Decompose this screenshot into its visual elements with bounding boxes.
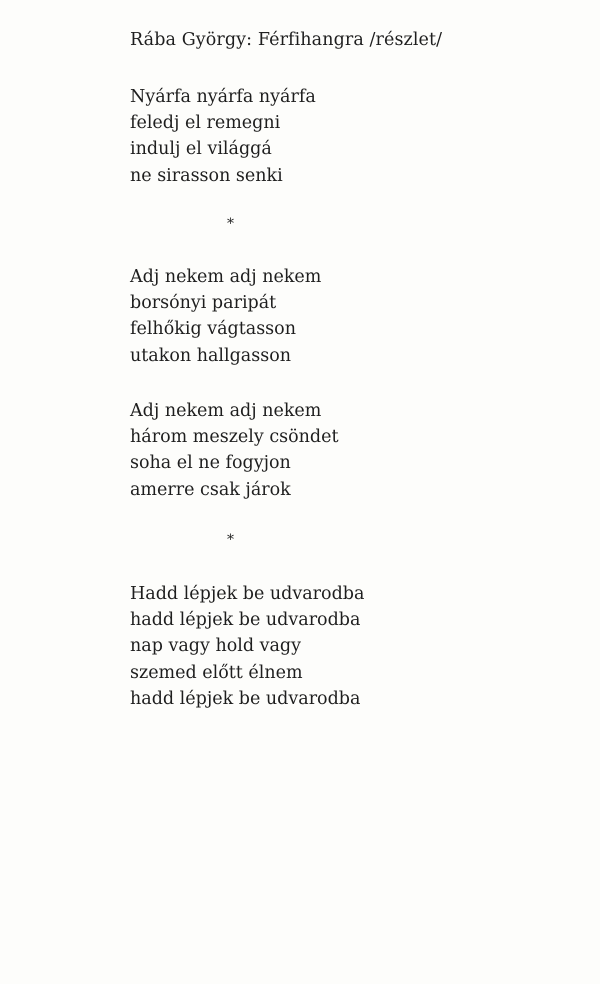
poem-line: felhőkig vágtasson bbox=[130, 319, 296, 340]
poem-line: három meszely csöndet bbox=[130, 427, 339, 448]
poem-line: Nyárfa nyárfa nyárfa bbox=[130, 87, 316, 107]
poem-line: utakon hallgasson bbox=[130, 345, 292, 366]
section-separator: * bbox=[227, 532, 234, 548]
poem-line: szemed előtt élnem bbox=[130, 662, 303, 683]
stanza-4 bbox=[130, 581, 364, 712]
stanza-1 bbox=[130, 84, 316, 189]
poem-line: indulj el világgá bbox=[130, 139, 272, 160]
stanza-3 bbox=[130, 398, 339, 503]
poem-line: ne sirasson senki bbox=[130, 165, 283, 186]
poem-line: amerre csak járok bbox=[130, 479, 291, 500]
poem-line: Adj nekem adj nekem bbox=[130, 267, 322, 287]
poem-line: nap vagy hold vagy bbox=[130, 636, 302, 657]
poem-title: Rába György: Férfihangra /részlet/ bbox=[130, 30, 443, 50]
section-separator: * bbox=[227, 216, 234, 232]
poem-line: borsónyi paripát bbox=[130, 293, 277, 314]
poem-line: soha el ne fogyjon bbox=[130, 453, 291, 474]
poem-line: Adj nekem adj nekem bbox=[130, 401, 322, 421]
poem-line: hadd lépjek be udvarodba bbox=[130, 688, 361, 709]
poem-line: hadd lépjek be udvarodba bbox=[130, 610, 361, 631]
stanza-2 bbox=[130, 264, 321, 369]
poem-line: feledj el remegni bbox=[130, 113, 281, 134]
poem-line: Hadd lépjek be udvarodba bbox=[130, 584, 365, 604]
